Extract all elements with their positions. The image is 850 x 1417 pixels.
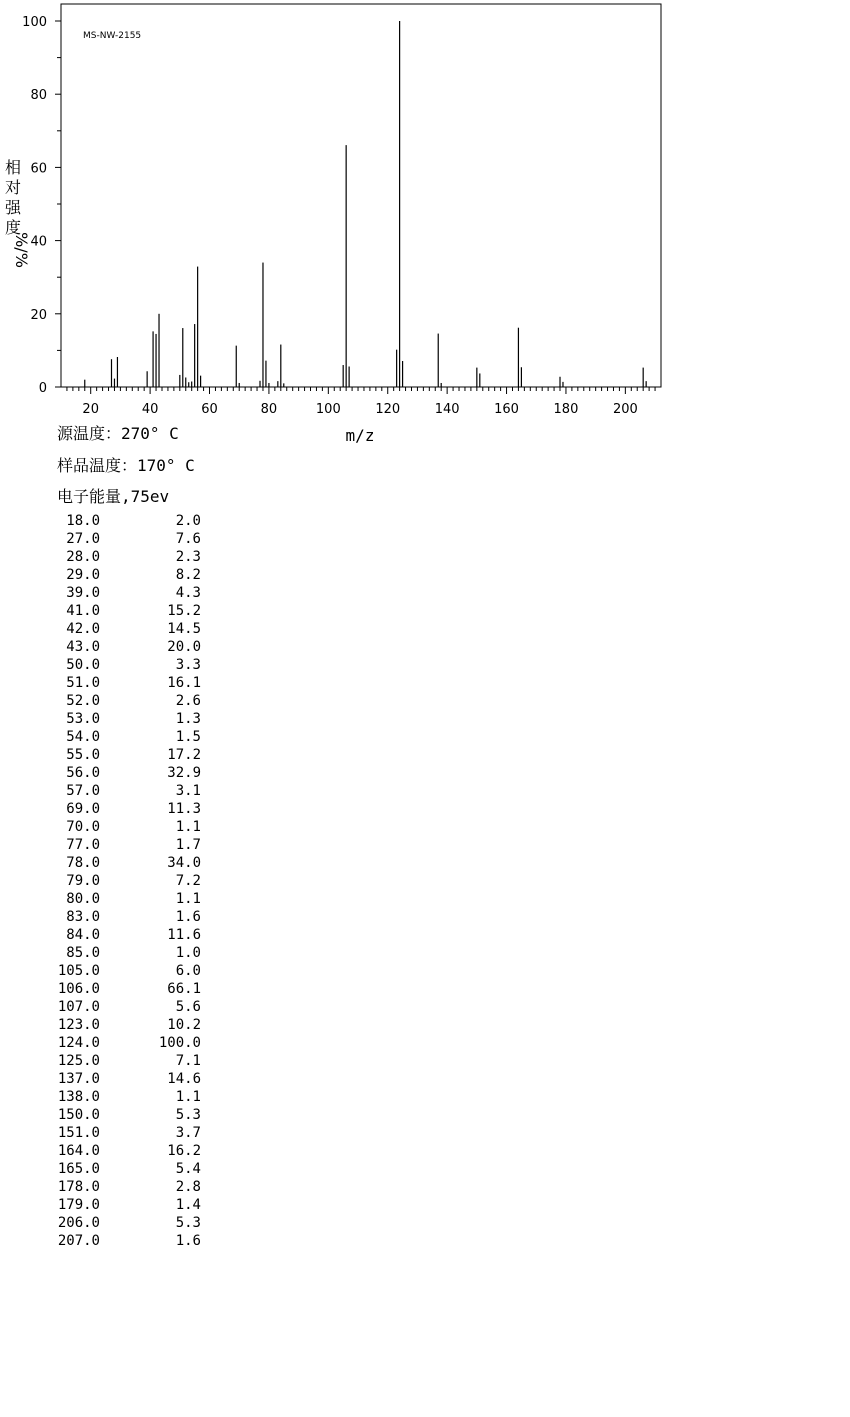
x-axis	[67, 387, 655, 417]
peak-mz: 70.0	[66, 819, 100, 835]
electron-energy: 电子能量,75ev	[57, 487, 170, 506]
peak-abundance: 6.0	[175, 963, 201, 979]
peak-row	[0, 1196, 230, 1214]
mass-spectrum-chart	[0, 0, 850, 450]
peak-mz: 79.0	[66, 873, 100, 889]
peak-mz: 107.0	[57, 999, 100, 1015]
y-tick-label: 80	[30, 88, 47, 104]
peak-row	[0, 818, 230, 836]
peak-mz: 54.0	[66, 729, 100, 745]
peak-mz: 206.0	[57, 1215, 100, 1231]
x-tick-label: 140	[434, 402, 460, 417]
x-tick-label: 100	[315, 402, 341, 417]
x-tick-label: 160	[494, 402, 519, 417]
x-axis-title: m/z	[345, 426, 375, 445]
y-axis-title	[3, 158, 31, 268]
x-tick-label: 20	[82, 402, 99, 417]
x-tick-label: 60	[201, 402, 218, 417]
peak-row	[0, 746, 230, 764]
peak-row	[0, 872, 230, 890]
peak-mz: 52.0	[66, 693, 100, 709]
peak-row	[0, 1124, 230, 1142]
peak-row	[0, 908, 230, 926]
y-tick-label: 60	[30, 161, 47, 177]
peak-mz: 41.0	[66, 603, 100, 619]
peak-mz: 150.0	[57, 1107, 100, 1123]
peak-mz: 84.0	[66, 927, 100, 943]
y-tick-label: 100	[22, 15, 47, 30]
peak-abundance: 20.0	[167, 639, 201, 655]
peak-mz: 57.0	[66, 783, 100, 799]
peak-row	[0, 1142, 230, 1160]
peak-mz: 165.0	[57, 1161, 100, 1177]
peak-row	[0, 800, 230, 818]
peak-mz: 43.0	[66, 639, 100, 655]
peak-bars	[85, 21, 646, 387]
peak-row	[0, 854, 230, 872]
peak-abundance: 1.1	[175, 891, 201, 907]
peak-abundance: 100.0	[158, 1035, 201, 1051]
peak-row	[0, 1178, 230, 1196]
y-axis	[22, 15, 61, 396]
peak-mz: 50.0	[66, 657, 100, 673]
peak-abundance: 15.2	[167, 603, 201, 619]
peak-row	[0, 728, 230, 746]
peak-abundance: 3.1	[175, 783, 201, 799]
peak-row	[0, 1034, 230, 1052]
x-tick-label: 40	[141, 402, 159, 417]
peak-abundance: 1.1	[175, 1089, 201, 1105]
peak-row	[0, 1070, 230, 1088]
peak-abundance: 3.7	[175, 1125, 201, 1141]
peak-row	[0, 782, 230, 800]
peak-mz: 125.0	[57, 1053, 100, 1069]
peak-abundance: 11.6	[167, 927, 201, 943]
peak-mz: 207.0	[57, 1233, 100, 1249]
peak-abundance: 32.9	[167, 765, 201, 781]
peak-abundance: 1.3	[175, 711, 201, 727]
peak-row	[0, 926, 230, 944]
peak-mz: 124.0	[57, 1035, 100, 1051]
peak-abundance: 8.2	[175, 567, 201, 583]
peak-abundance: 2.3	[175, 549, 201, 565]
peak-mz: 69.0	[66, 801, 100, 817]
peak-abundance: 7.1	[175, 1053, 201, 1069]
peak-abundance: 14.5	[167, 621, 201, 637]
peak-row	[0, 1052, 230, 1070]
source-temperature: 源温度：270° C	[57, 424, 179, 443]
y-tick-label: 40	[30, 234, 47, 250]
peak-abundance: 4.3	[175, 585, 201, 601]
peak-row	[0, 944, 230, 962]
peak-mz: 106.0	[57, 981, 100, 997]
peak-abundance: 14.6	[167, 1071, 201, 1087]
peak-mz: 137.0	[57, 1071, 100, 1087]
peak-mz: 164.0	[57, 1143, 100, 1159]
peak-mz: 27.0	[66, 531, 100, 547]
peak-row	[0, 674, 230, 692]
peak-abundance: 1.6	[175, 909, 201, 925]
peak-abundance: 1.4	[175, 1197, 201, 1213]
peak-mz: 39.0	[66, 585, 100, 601]
peak-abundance: 10.2	[167, 1017, 201, 1033]
peak-row	[0, 890, 230, 908]
peak-mz: 55.0	[66, 747, 100, 763]
peak-row	[0, 566, 230, 584]
peak-row	[0, 764, 230, 782]
peak-mz: 83.0	[66, 909, 100, 925]
peak-row	[0, 602, 230, 620]
peak-mz: 85.0	[66, 945, 100, 961]
y-axis-title-char: 相	[4, 158, 21, 177]
x-tick-label: 80	[260, 402, 278, 417]
peak-row	[0, 1088, 230, 1106]
peak-abundance: 1.6	[175, 1233, 201, 1249]
peak-mz: 179.0	[57, 1197, 100, 1213]
peak-abundance: 7.6	[175, 531, 201, 547]
peak-abundance: 66.1	[167, 981, 201, 997]
peak-abundance: 1.1	[175, 819, 201, 835]
peak-row	[0, 1016, 230, 1034]
peak-abundance: 5.3	[175, 1107, 201, 1123]
peak-abundance: 34.0	[167, 855, 201, 871]
x-tick-label: 200	[612, 402, 638, 417]
peak-row	[0, 1106, 230, 1124]
peak-row	[0, 710, 230, 728]
peak-table	[0, 512, 230, 1250]
y-axis-title-char: 对	[4, 178, 21, 197]
peak-mz: 105.0	[57, 963, 100, 979]
peak-row	[0, 1232, 230, 1250]
peak-abundance: 17.2	[167, 747, 201, 763]
peak-row	[0, 1160, 230, 1178]
peak-row	[0, 548, 230, 566]
y-axis-title-unit: %/%	[11, 232, 31, 268]
peak-abundance: 16.1	[167, 675, 201, 691]
peak-mz: 56.0	[66, 765, 100, 781]
peak-mz: 78.0	[66, 855, 100, 871]
peak-abundance: 1.7	[175, 837, 201, 853]
spectrum-code: MS-NW-2155	[83, 31, 142, 41]
peak-row	[0, 584, 230, 602]
peak-abundance: 5.4	[175, 1161, 201, 1177]
sample-temperature: 样品温度：170° C	[57, 456, 195, 475]
peak-abundance: 1.5	[175, 729, 201, 745]
peak-row	[0, 980, 230, 998]
y-axis-title-char: 度	[4, 218, 21, 237]
peak-abundance: 3.3	[175, 657, 201, 673]
peak-row	[0, 1214, 230, 1232]
peak-mz: 18.0	[66, 513, 100, 529]
peak-mz: 138.0	[57, 1089, 100, 1105]
peak-abundance: 5.3	[175, 1215, 201, 1231]
peak-row	[0, 962, 230, 980]
peak-abundance: 2.8	[175, 1179, 201, 1195]
peak-row	[0, 512, 230, 530]
peak-abundance: 5.6	[175, 999, 201, 1015]
peak-abundance: 11.3	[167, 801, 201, 817]
peak-row	[0, 638, 230, 656]
peak-abundance: 16.2	[167, 1143, 201, 1159]
peak-mz: 53.0	[66, 711, 100, 727]
y-tick-label: 0	[38, 381, 47, 396]
peak-abundance: 2.0	[175, 513, 201, 529]
peak-row	[0, 692, 230, 710]
peak-mz: 80.0	[66, 891, 100, 907]
peak-abundance: 1.0	[175, 945, 201, 961]
x-tick-label: 180	[553, 402, 579, 417]
peak-mz: 51.0	[66, 675, 100, 691]
peak-row	[0, 998, 230, 1016]
y-tick-label: 20	[30, 307, 47, 323]
peak-mz: 123.0	[57, 1017, 100, 1033]
x-tick-label: 120	[375, 402, 401, 417]
peak-row	[0, 530, 230, 548]
peak-mz: 178.0	[57, 1179, 100, 1195]
peak-row	[0, 620, 230, 638]
peak-mz: 151.0	[57, 1125, 100, 1141]
peak-mz: 29.0	[66, 567, 100, 583]
peak-abundance: 7.2	[175, 873, 201, 889]
peak-row	[0, 656, 230, 674]
plot-frame	[61, 4, 661, 387]
peak-mz: 42.0	[66, 621, 100, 637]
peak-abundance: 2.6	[175, 693, 201, 709]
peak-mz: 77.0	[66, 837, 100, 853]
peak-mz: 28.0	[66, 549, 100, 565]
y-axis-title-char: 强	[4, 198, 21, 217]
peak-row	[0, 836, 230, 854]
